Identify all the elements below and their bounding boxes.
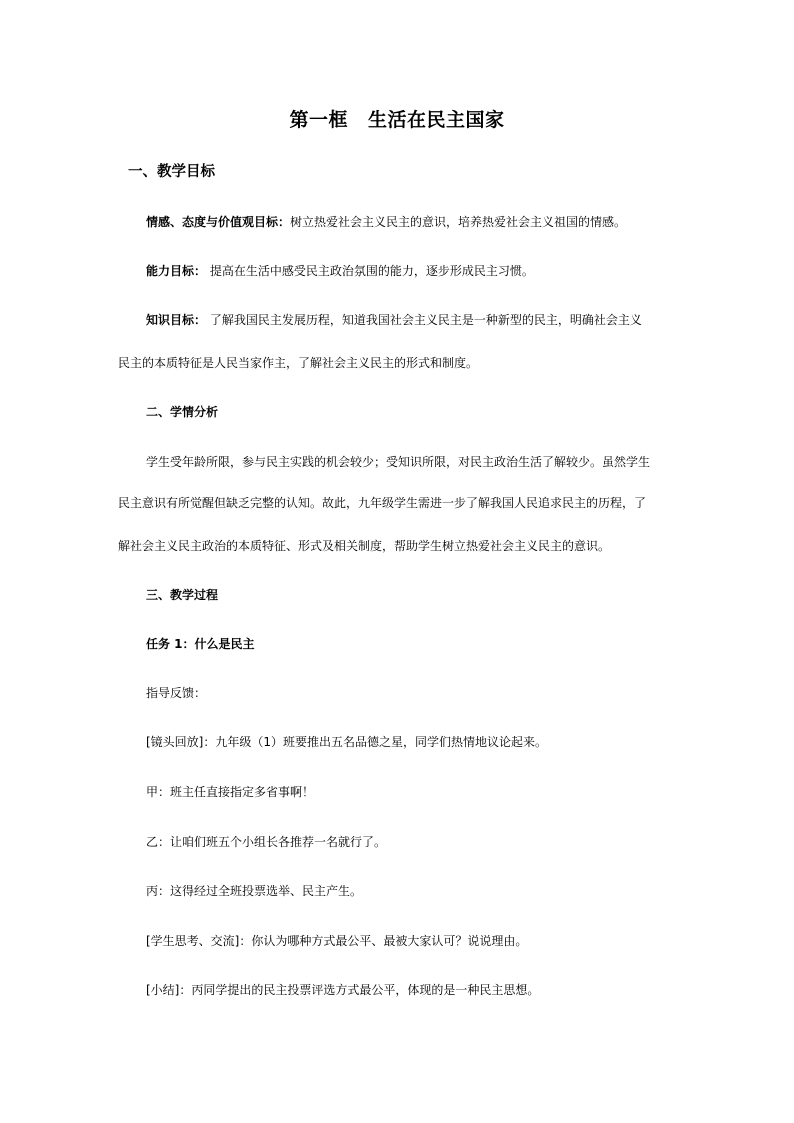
goal-emotion-label: 情感、态度与价值观目标：	[146, 215, 291, 229]
goal-knowledge-label: 知识目标：	[146, 313, 207, 327]
goal-emotion-paragraph	[146, 214, 626, 230]
goal-knowledge-paragraph	[146, 312, 642, 328]
scene-replay: [镜头回放]：九年级（1）班要推出五名品德之星，同学们热情地议论起来。	[146, 735, 548, 749]
goal-ability-label: 能力目标：	[146, 264, 207, 278]
task-1-heading: 任务 1：什么是民主	[146, 637, 255, 651]
speaker-a-line: 甲：班主任直接指定多省事啊！	[146, 785, 315, 799]
section-heading-analysis: 二、学情分析	[146, 405, 219, 419]
goal-ability-text: 提高在生活中感受民主政治氛围的能力，逐步形成民主习惯。	[206, 264, 534, 278]
summary-line: [小结]：丙同学提出的民主投票评选方式最公平，体现的是一种民主思想。	[146, 983, 540, 997]
title-part-2: 生活在民主国家	[368, 109, 505, 131]
analysis-line-1: 学生受年龄所限，参与民主实践的机会较少；受知识所限，对民主政治生活了解较少。虽然学生	[146, 455, 651, 469]
speaker-c-line: 丙：这得经过全班投票选举、民主产生。	[146, 884, 363, 898]
goal-knowledge-text-line-2: 民主的本质特征是人民当家作主，了解社会主义民主的形式和制度。	[118, 356, 479, 370]
section-heading-goals: 一、教学目标	[128, 164, 215, 180]
student-think-line: [学生思考、交流]：你认为哪种方式最公平、最被大家认可？说说理由。	[146, 934, 528, 948]
section-heading-process: 三、教学过程	[146, 588, 219, 602]
goal-emotion-text: 树立热爱社会主义民主的意识，培养热爱社会主义祖国的情感。	[290, 215, 627, 229]
goal-knowledge-text-line-1: 了解我国民主发展历程，知道我国社会主义民主是一种新型的民主，明确社会主义	[206, 313, 642, 327]
speaker-b-line: 乙：让咱们班五个小组长各推荐一名就行了。	[146, 835, 387, 849]
goal-ability-paragraph	[146, 263, 534, 279]
analysis-line-3: 解社会主义民主政治的本质特征、形式及相关制度，帮助学生树立热爱社会主义民主的意识。	[118, 539, 611, 553]
page-title	[0, 108, 794, 132]
guidance-label: 指导反馈：	[146, 686, 207, 700]
analysis-line-2: 民主意识有所觉醒但缺乏完整的认知。故此，九年级学生需进一步了解我国人民追求民主的历程，了	[118, 496, 647, 510]
title-part-1: 第一框	[289, 109, 348, 131]
